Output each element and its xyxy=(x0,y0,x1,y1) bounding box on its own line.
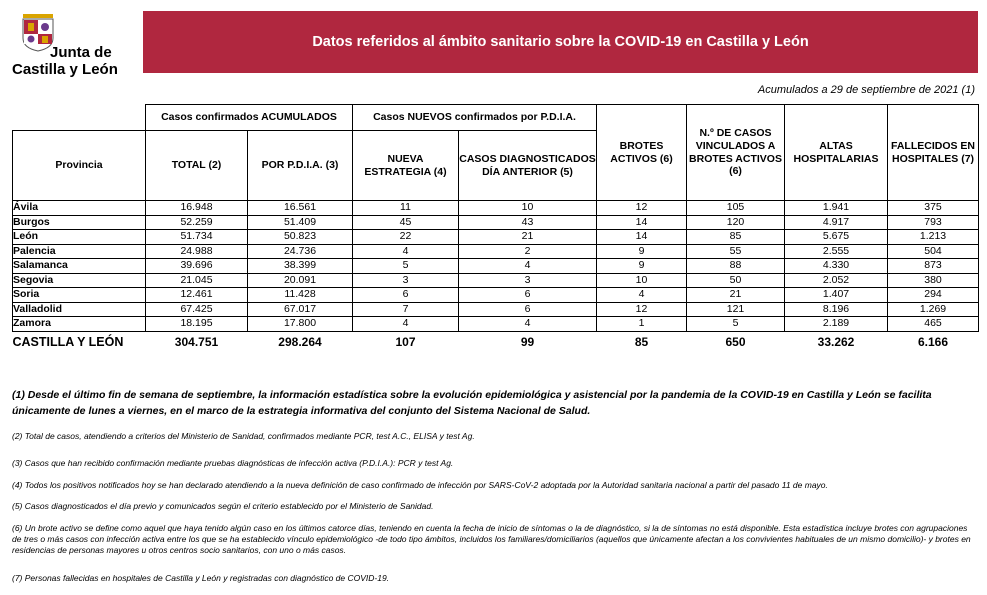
cell-total: 16.948 xyxy=(146,201,248,216)
cell-altas: 8.196 xyxy=(785,302,888,317)
cell-altas: 2.052 xyxy=(785,273,888,288)
note-4: (4) Todos los positivos notificados hoy se han declarado atendiendo a la nueva definición de caso confirmado de infección por SARS-CoV-2 adoptada por la Autoridad sanitaria nacional a partir del pasado 11 de mayo. xyxy=(12,480,828,490)
cell-vinculados: 121 xyxy=(687,302,785,317)
cell-vinculados: 85 xyxy=(687,230,785,245)
cell-pdia: 11.428 xyxy=(248,288,353,303)
cell-provincia: Zamora xyxy=(13,317,146,332)
cell-vinculados: 55 xyxy=(687,244,785,259)
cell-provincia: León xyxy=(13,230,146,245)
cell-vinculados: 5 xyxy=(687,317,785,332)
logo-text-line1: Junta de xyxy=(50,44,112,61)
note-6: (6) Un brote activo se define como aquel que haya tenido algún caso en los últimos catorce días, teniendo en cuenta la fecha de inicio de síntomas o la de diagnóstico, si la de síntomas no está disponible. Esta estadística incluye brotes con agrupaciones de tres o más casos con infección activa entre los que se ha establecido vínculo epidemiológico -de todo tipo ámbitos, incluidos los familiares/domiciliarios (aquellos que únicamente afectan a los convivientes habituales de un mismo domicilio)- y brotes en residencias de personas mayores u otros centros socio sanitarios, con uno o más casos. xyxy=(12,523,971,555)
cell-pdia: 17.800 xyxy=(248,317,353,332)
table-row xyxy=(13,215,979,230)
cell-nueva-estrategia: 22 xyxy=(353,230,459,245)
cell-provincia: Segovia xyxy=(13,273,146,288)
cell-vinculados: 120 xyxy=(687,215,785,230)
banner-title: Datos referidos al ámbito sanitario sobre la COVID-19 en Castilla y León xyxy=(312,34,809,50)
cell-dia-anterior: 4 xyxy=(459,259,597,274)
cell-provincia: Valladolid xyxy=(13,302,146,317)
cell-total: 24.988 xyxy=(146,244,248,259)
column-header-nueva-estrategia: NUEVA ESTRATEGIA (4) xyxy=(353,131,459,201)
cell-provincia: Palencia xyxy=(13,244,146,259)
column-header-vinculados: N.º DE CASOS VINCULADOS A BROTES ACTIVOS (6) xyxy=(687,105,785,201)
cell-vinculados: 50 xyxy=(687,273,785,288)
cell-fallecidos: 380 xyxy=(888,273,979,288)
total-fallecidos: 6.166 xyxy=(918,334,949,349)
cell-brotes: 9 xyxy=(597,244,687,259)
title-banner xyxy=(143,11,978,73)
cell-nueva-estrategia: 7 xyxy=(353,302,459,317)
cell-brotes: 12 xyxy=(597,201,687,216)
cell-total: 67.425 xyxy=(146,302,248,317)
cell-fallecidos: 1.269 xyxy=(888,302,979,317)
note-3: (3) Casos que han recibido confirmación mediante pruebas diagnósticas de infección activa (P.D.I.A.): PCR y test Ag. xyxy=(12,458,454,468)
total-row xyxy=(13,331,979,352)
cell-dia-anterior: 4 xyxy=(459,317,597,332)
cell-brotes: 9 xyxy=(597,259,687,274)
table-row xyxy=(13,230,979,245)
header-blank xyxy=(13,105,146,131)
cell-nueva-estrategia: 5 xyxy=(353,259,459,274)
table-row xyxy=(13,288,979,303)
cell-altas: 2.189 xyxy=(785,317,888,332)
cell-provincia: Burgos xyxy=(13,215,146,230)
cell-fallecidos: 1.213 xyxy=(888,230,979,245)
date-note: Acumulados a 29 de septiembre de 2021 (1) xyxy=(757,84,975,96)
table-row xyxy=(13,302,979,317)
junta-logo xyxy=(12,12,122,78)
cell-total: 51.734 xyxy=(146,230,248,245)
table-row xyxy=(13,244,979,259)
cell-brotes: 10 xyxy=(597,273,687,288)
cell-vinculados: 88 xyxy=(687,259,785,274)
note-5: (5) Casos diagnosticados el día previo y comunicados según el criterio establecido por el Ministerio de Sanidad. xyxy=(12,501,434,511)
cell-fallecidos: 873 xyxy=(888,259,979,274)
total-pdia: 298.264 xyxy=(278,334,322,349)
column-header-provincia: Provincia xyxy=(13,131,146,201)
cell-altas: 4.917 xyxy=(785,215,888,230)
total-vinculados: 650 xyxy=(725,334,746,349)
table-row xyxy=(13,273,979,288)
cell-pdia: 24.736 xyxy=(248,244,353,259)
total-brotes: 85 xyxy=(634,334,649,349)
total-total: 304.751 xyxy=(174,334,219,349)
cell-brotes: 1 xyxy=(597,317,687,332)
cell-brotes: 4 xyxy=(597,288,687,303)
cell-dia-anterior: 6 xyxy=(459,302,597,317)
cell-nueva-estrategia: 45 xyxy=(353,215,459,230)
cell-total: 52.259 xyxy=(146,215,248,230)
cell-dia-anterior: 21 xyxy=(459,230,597,245)
column-header-altas: ALTAS HOSPITALARIAS xyxy=(785,105,888,201)
cell-provincia: Soria xyxy=(13,288,146,303)
cell-nueva-estrategia: 3 xyxy=(353,273,459,288)
cell-fallecidos: 294 xyxy=(888,288,979,303)
group-header-acumulados: Casos confirmados ACUMULADOS xyxy=(146,105,353,131)
cell-total: 21.045 xyxy=(146,273,248,288)
cell-dia-anterior: 3 xyxy=(459,273,597,288)
cell-total: 39.696 xyxy=(146,259,248,274)
cell-pdia: 51.409 xyxy=(248,215,353,230)
table-row xyxy=(13,259,979,274)
cell-altas: 1.941 xyxy=(785,201,888,216)
cell-dia-anterior: 6 xyxy=(459,288,597,303)
total-nueva-estrategia: 107 xyxy=(395,334,416,349)
cell-dia-anterior: 43 xyxy=(459,215,597,230)
column-header-fallecidos: FALLECIDOS EN HOSPITALES (7) xyxy=(888,105,979,201)
cell-fallecidos: 375 xyxy=(888,201,979,216)
cell-altas: 4.330 xyxy=(785,259,888,274)
column-header-dia-anterior: CASOS DIAGNOSTICADOS DÍA ANTERIOR (5) xyxy=(459,131,597,201)
cell-vinculados: 105 xyxy=(687,201,785,216)
table-row xyxy=(13,317,979,332)
cell-provincia: Ávila xyxy=(13,201,146,216)
cell-brotes: 12 xyxy=(597,302,687,317)
cell-nueva-estrategia: 4 xyxy=(353,317,459,332)
note-2: (2) Total de casos, atendiendo a criterios del Ministerio de Sanidad, confirmados mediante PCR, test A.C., ELISA y test Ag. xyxy=(12,431,475,441)
total-altas: 33.262 xyxy=(817,334,855,349)
covid-data-table xyxy=(12,104,979,352)
column-header-brotes: BROTES ACTIVOS (6) xyxy=(597,105,687,201)
cell-brotes: 14 xyxy=(597,215,687,230)
cell-vinculados: 21 xyxy=(687,288,785,303)
cell-dia-anterior: 2 xyxy=(459,244,597,259)
note-7: (7) Personas fallecidas en hospitales de Castilla y León y registradas con diagnóstico de COVID-19. xyxy=(12,573,390,583)
logo-text-line2: Castilla y León xyxy=(12,61,118,78)
cell-nueva-estrategia: 4 xyxy=(353,244,459,259)
total-dia-anterior: 99 xyxy=(520,334,535,349)
cell-fallecidos: 793 xyxy=(888,215,979,230)
cell-total: 12.461 xyxy=(146,288,248,303)
cell-nueva-estrategia: 6 xyxy=(353,288,459,303)
cell-brotes: 14 xyxy=(597,230,687,245)
cell-pdia: 50.823 xyxy=(248,230,353,245)
cell-pdia: 38.399 xyxy=(248,259,353,274)
cell-pdia: 20.091 xyxy=(248,273,353,288)
note-1: (1) Desde el último fin de semana de septiembre, la información estadística sobre la evolución epidemiológica y asistencial por la pandemia de la COVID-19 en Castilla y León se facilita únicamente de lunes a viernes, en el marco de la estrategia informativa del conjunto del Sistema Nacional de Salud. xyxy=(12,389,932,417)
column-header-total: TOTAL (2) xyxy=(146,131,248,201)
cell-pdia: 16.561 xyxy=(248,201,353,216)
total-provincia: CASTILLA Y LEÓN xyxy=(12,334,124,349)
cell-fallecidos: 465 xyxy=(888,317,979,332)
cell-fallecidos: 504 xyxy=(888,244,979,259)
group-header-nuevos: Casos NUEVOS confirmados por P.D.I.A. xyxy=(353,105,597,131)
column-header-pdia: POR P.D.I.A. (3) xyxy=(248,131,353,201)
cell-altas: 5.675 xyxy=(785,230,888,245)
cell-provincia: Salamanca xyxy=(13,259,146,274)
table-row xyxy=(13,201,979,216)
cell-altas: 2.555 xyxy=(785,244,888,259)
cell-dia-anterior: 10 xyxy=(459,201,597,216)
cell-total: 18.195 xyxy=(146,317,248,332)
cell-altas: 1.407 xyxy=(785,288,888,303)
cell-pdia: 67.017 xyxy=(248,302,353,317)
cell-nueva-estrategia: 11 xyxy=(353,201,459,216)
